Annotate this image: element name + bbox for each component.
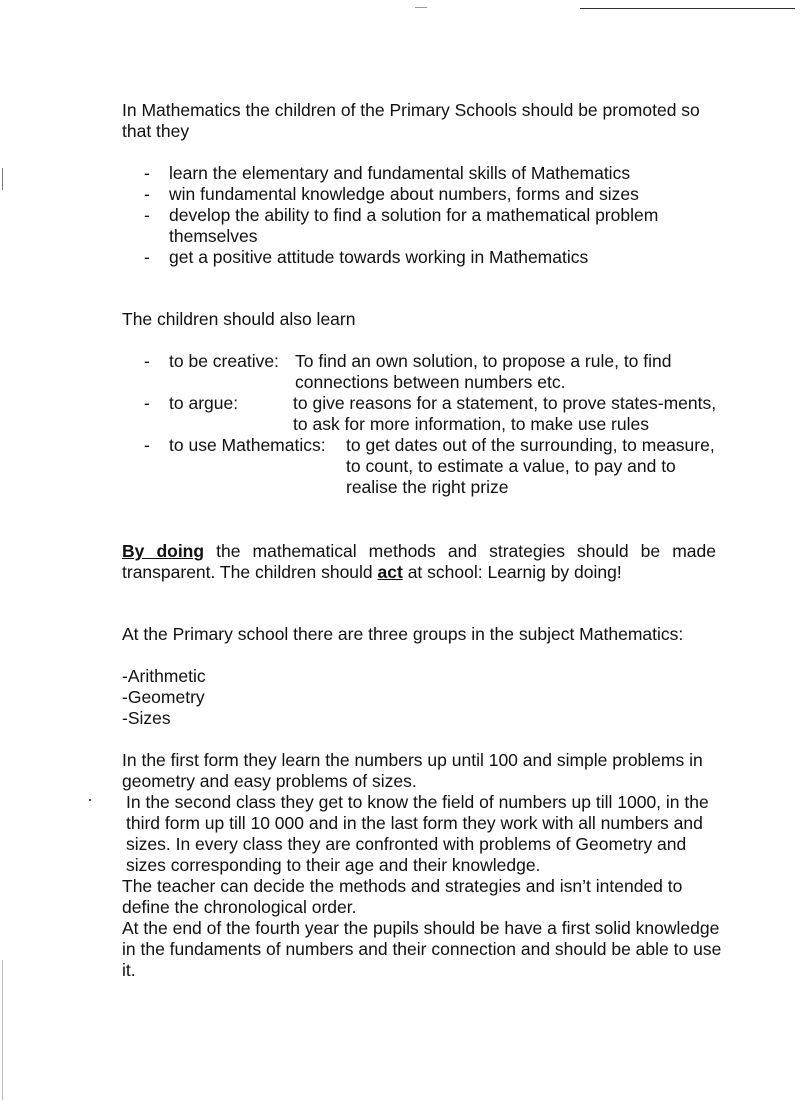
group-item: -Sizes: [122, 708, 171, 728]
groups-list: [122, 666, 722, 729]
list-item: [122, 184, 722, 205]
by-doing-paragraph: [122, 541, 716, 583]
by-doing-text: at school: Learnig by doing!: [402, 562, 622, 582]
scan-artifact-dot: [89, 799, 91, 801]
scan-artifact-edge: [2, 168, 3, 190]
bullet-dash: -: [144, 184, 150, 204]
forms-section: [122, 750, 722, 981]
forms-paragraph: The teacher can decide the methods and strategies and isn’t intended to define the chronological order.: [122, 876, 683, 917]
bullet-dash: -: [144, 163, 150, 183]
also-learn-heading: The children should also learn: [122, 309, 356, 329]
scan-artifact-line: [580, 8, 795, 9]
list-item: [122, 163, 722, 184]
list-item: [122, 393, 722, 435]
skill-description: To find an own solution, to propose a rule, to find connections between numbers etc.: [295, 351, 672, 392]
goal-text: develop the ability to find a solution for a mathematical problem themselves: [169, 205, 659, 246]
group-item: -Geometry: [122, 687, 205, 707]
bullet-dash: -: [144, 393, 150, 413]
forms-paragraph: At the end of the fourth year the pupils should be have a first solid knowledge in the fundaments of numbers and their connection and should be able to use it.: [122, 918, 722, 980]
goal-text: get a positive attitude towards working in Mathematics: [169, 247, 589, 267]
bullet-dash: -: [144, 435, 150, 455]
goals-list: [122, 163, 722, 268]
forms-paragraph: In the second class they get to know the field of numbers up till 1000, in the third form up till 10 000 and in the last form they work with all numbers and sizes. In every class they are confronted with problems of Geometry and sizes corresponding to their age and their knowledge.: [126, 792, 709, 875]
by-doing-text: the mathematical methods and strategies should be made transparent. The children should: [122, 541, 716, 582]
list-item: [122, 247, 722, 268]
by-doing-emphasis: By doing: [122, 541, 205, 561]
list-item: [122, 205, 722, 247]
skill-term: to argue:: [169, 393, 239, 413]
skill-description: to give reasons for a statement, to prove states-ments, to ask for more information, to make use rules: [293, 393, 717, 434]
bullet-dash: -: [144, 351, 150, 371]
list-item: [122, 351, 722, 393]
act-emphasis: act: [377, 562, 403, 582]
bullet-dash: -: [144, 205, 150, 225]
document-body: [122, 100, 722, 981]
forms-paragraph: In the first form they learn the numbers up until 100 and simple problems in geometry and easy problems of sizes.: [122, 750, 703, 791]
bullet-dash: -: [144, 247, 150, 267]
skill-term: to use Mathematics:: [169, 435, 326, 455]
groups-intro: At the Primary school there are three groups in the subject Mathematics:: [122, 624, 684, 644]
skills-list: [122, 351, 722, 498]
list-item: [122, 435, 722, 498]
skill-term: to be creative:: [169, 351, 279, 371]
skill-description: to get dates out of the surrounding, to measure, to count, to estimate a value, to pay and to realise the right prize: [346, 435, 715, 497]
goal-text: learn the elementary and fundamental skills of Mathematics: [169, 163, 631, 183]
goal-text: win fundamental knowledge about numbers, forms and sizes: [169, 184, 639, 204]
group-item: -Arithmetic: [122, 666, 206, 686]
scan-artifact-edge: [2, 960, 3, 1100]
scan-artifact-mark: [415, 7, 427, 8]
intro-paragraph: In Mathematics the children of the Primary Schools should be promoted so that they: [122, 100, 700, 141]
